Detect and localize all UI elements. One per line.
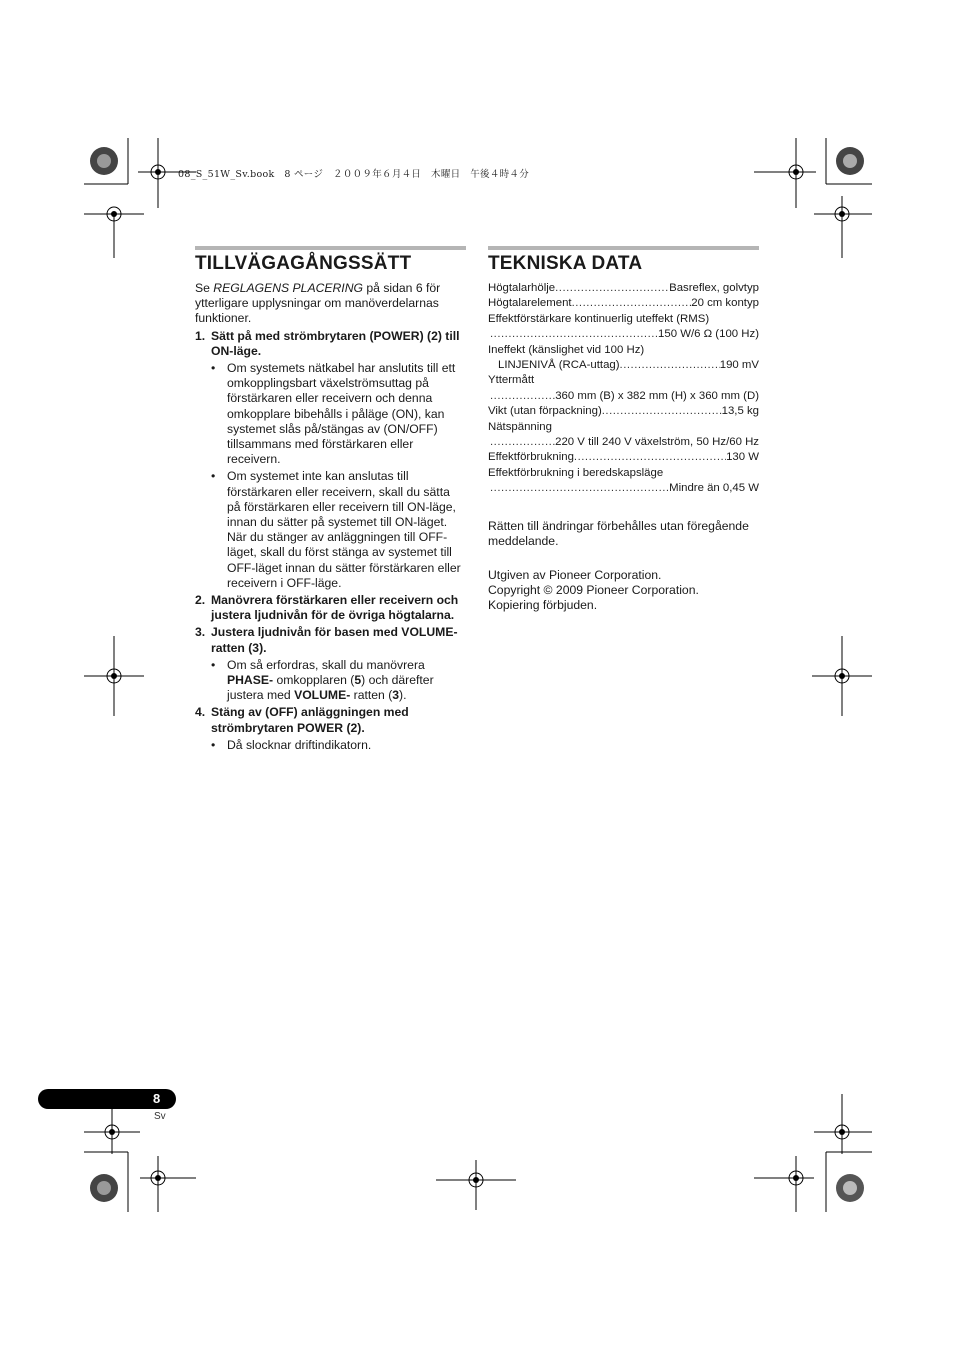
step-2: 2. Manövrera förstärkaren eller receivern och justera ljudnivån för de övriga högtalarna. (195, 593, 459, 623)
section-rule (488, 246, 759, 250)
controls-reference: REGLAGENS PLACERING (213, 281, 363, 295)
book-file-header: 08_S_51W_Sv.book 8 ページ ２００９年６月４日 木曜日 午後４時４分 (178, 169, 530, 180)
change-notice: Rätten till ändringar förbehålles utan föregående meddelande. (488, 518, 749, 549)
registration-mark-bottom-left (84, 1094, 204, 1214)
section-rule (195, 246, 466, 250)
step-4-bullet-1: • Då slocknar driftindikatorn. (211, 737, 372, 752)
step-4: 4. Stäng av (OFF) anläggningen med strömbrytaren POWER (2). (195, 705, 409, 735)
spec-standby-heading: Effektförbrukning i beredskapsläge (488, 466, 664, 479)
spec-consumption: Effektförbrukning ..... 130 W (488, 450, 759, 465)
spec-input: LINJENIVÅ (RCA-uttag) ..... 190 mV (488, 358, 759, 373)
publisher-info: Utgiven av Pioneer Corporation. Copyright © 2009 Pioneer Corporation. Kopiering förbjuden. (488, 567, 699, 613)
spec-weight: Vikt (utan förpackning) ..... 13,5 kg (488, 404, 759, 419)
procedure-section (195, 246, 466, 755)
procedure-title: TILLVÄGAGÅNGSSÄTT (195, 253, 412, 274)
step-1-bullet-1: • Om systemets nätkabel har anslutits till ett omkopplingsbart växelströmsuttag på förstärkaren eller receivern och denna omkopplare bibehålls i påläge (ON), kan systemet slås på/stängas av (ON/OFF) tillsammans med förstärkaren eller receivern. (211, 361, 456, 467)
page-number: 8 (153, 1091, 161, 1106)
spec-dimensions-heading: Yttermått (488, 374, 535, 387)
registration-mark-top-left (84, 138, 204, 258)
registration-mark-bottom-right (754, 1094, 874, 1214)
spec-power: ..... 150 W/6 Ω (100 Hz) (488, 327, 759, 342)
spec-input-heading: Ineffekt (känslighet vid 100 Hz) (488, 343, 645, 356)
spec-dimensions: ..... 360 mm (B) x 382 mm (H) x 360 mm (D) (488, 389, 759, 404)
registration-mark-top-right (754, 138, 874, 258)
spec-element: Högtalarelement ..... 20 cm kontyp (488, 296, 759, 311)
step-3: 3. Justera ljudnivån för basen med VOLUME-ratten (3). (195, 625, 458, 655)
spec-power-heading: Effektförstärkare kontinuerlig uteffekt (RMS) (488, 312, 710, 325)
specifications-section (488, 246, 759, 632)
registration-mark-bottom-center (436, 1160, 516, 1210)
spec-list (488, 281, 759, 497)
step-1-bullet-2: • Om systemet inte kan anslutas till förstärkaren eller receivern, skall du sätta på förstärkaren eller receivern till ON-läge, innan du sätter på systemet till ON-läget. När du stänger av anläggningen till OFF-läget, skall du först stänga av systemet till OFF-läget innan du sätter förstärkaren eller receivern i OFF-läge. (211, 469, 461, 590)
spec-enclosure: Högtalarhölje ..... Basreflex, golvtyp (488, 281, 759, 296)
spec-mains-heading: Nätspänning (488, 420, 552, 433)
spec-mains: ..... 220 V till 240 V växelström, 50 Hz/60 Hz (488, 435, 759, 450)
language-code: Sv (154, 1111, 166, 1122)
procedure-intro: Se REGLAGENS PLACERING på sidan 6 för ytterligare upplysningar om manöverdelarnas funktioner. (195, 281, 441, 326)
registration-mark-mid-left (84, 636, 144, 716)
registration-mark-mid-right (812, 636, 872, 716)
specifications-title: TEKNISKA DATA (488, 253, 643, 274)
spec-standby: ..... Mindre än 0,45 W (488, 481, 759, 496)
step-3-bullet-1: • Om så erfordras, skall du manövrera PHASE- omkopplaren (5) och därefter justera med VOLUME- ratten (3). (211, 657, 434, 703)
step-1: 1. Sätt på med strömbrytaren (POWER) (2) till ON-läge. (195, 328, 460, 358)
